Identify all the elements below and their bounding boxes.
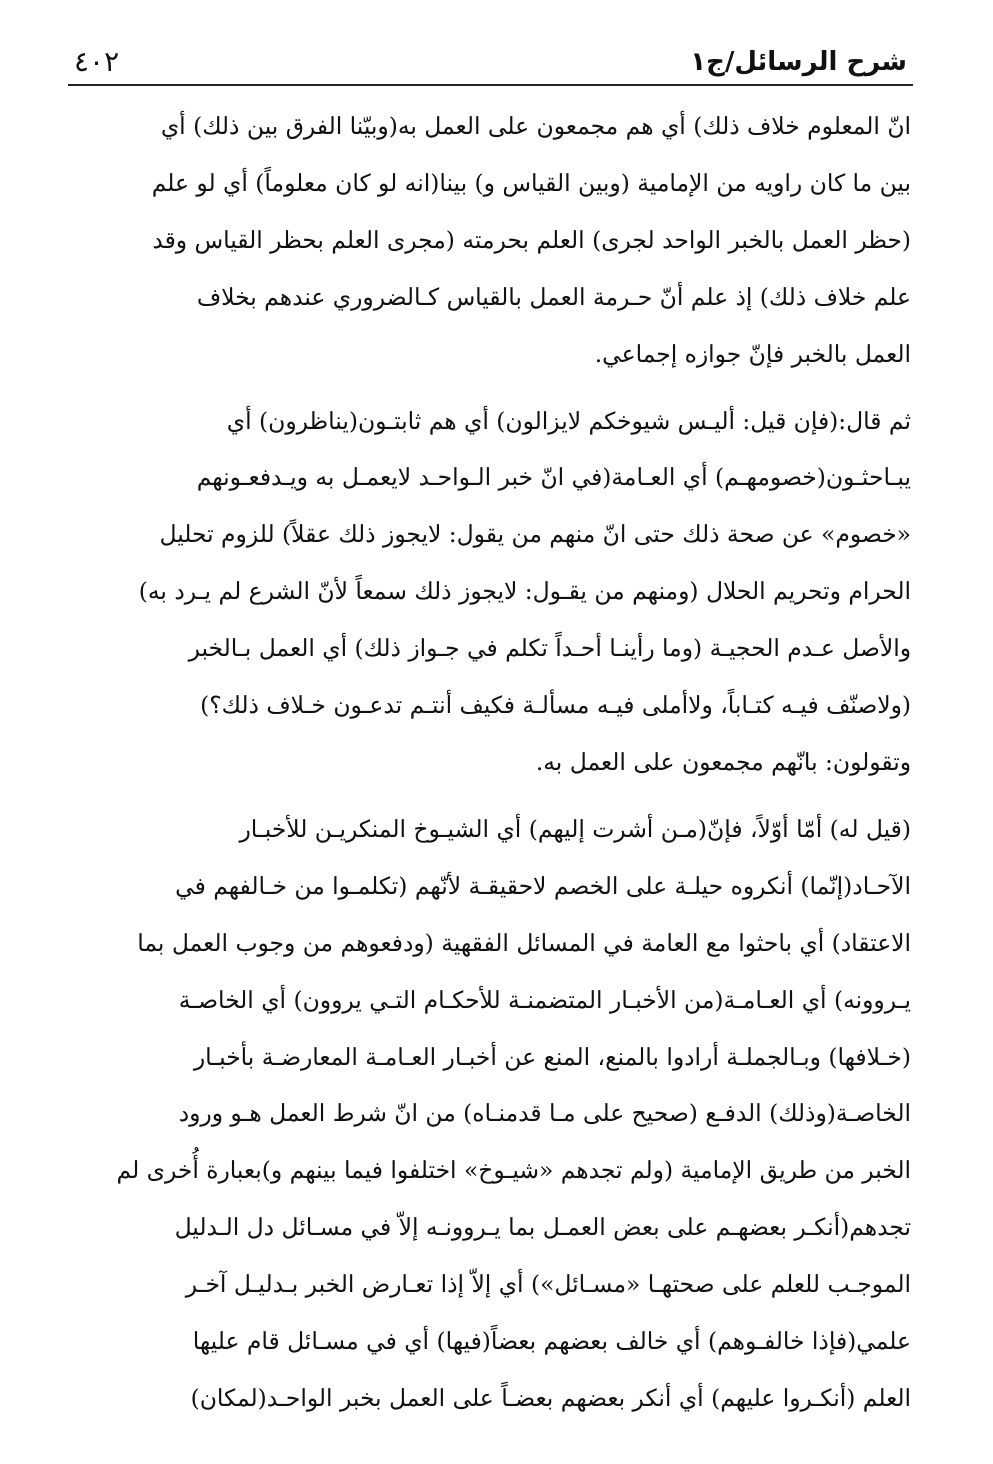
- text-line: علم خلاف ذلك) إذ علم أنّ حـرمة العمل بالقياس كـالضروري عندهم بخلاف: [196, 282, 911, 311]
- text-line: وتقولون: بانّهم مجمعون على العمل به.: [535, 747, 911, 776]
- text-line: الآحـاد(إنّما) أنكروه حيلـة على الخصم لاحقيقـة لأنّهم (تكلمـوا من خـالفهم في: [175, 871, 911, 900]
- text-line: يـروونه) أي العـامـة(من الأخبـار المتضمنـة للأحكـام التـي يروون) أي الخاصـة: [178, 985, 911, 1014]
- text-line: بين ما كان راويه من الإمامية (وبين القياس و) بينا(انه لو كان معلوماً) أي لو علم: [151, 168, 911, 197]
- text-line: العمل بالخبر فإنّ جوازه إجماعي.: [594, 339, 911, 368]
- text-line: الخاصـة(وذلك) الدفـع (صحيح على مـا قدمنـاه) من انّ شرط العمل هـو ورود: [178, 1099, 911, 1128]
- text-line: ثم قال:(فإن قيل: أليـس شيوخكم لايزالون) أي هم ثابتـون(يناظرون) أي: [226, 406, 911, 435]
- text-line: الموجـب للعلم على صحتهـا «مسـائل») أي إلاّ إذا تعـارض الخبر بـدليـل آخـر: [185, 1270, 911, 1299]
- text-line: (قيل له) أمّا أوّلاً، فإنّ(مـن أشرت إليهم) أي الشيـوخ المنكريـن للأخبـار: [239, 814, 911, 843]
- paragraph-1: [72, 98, 911, 383]
- text-line: العلم (أنكـروا عليهم) أي أنكر بعضهم بعضـاً على العمل بخبر الواحـد(لمكان): [190, 1383, 911, 1412]
- text-line: علمي(فإذا خالفـوهم) أي خالف بعضهم بعضاً(فيها) أي في مسـائل قام عليها: [192, 1327, 911, 1356]
- text-line: (خـلافها) وبـالجملـة أرادوا بالمنع، المنع عن أخبـار العـامـة المعارضـة بأخبـار: [193, 1042, 911, 1071]
- text-line: انّ المعلوم خلاف ذلك) أي هم مجمعون على العمل به(وبيّنا الفرق بين ذلك) أي: [160, 112, 911, 140]
- text-line: الحرام وتحريم الحلال (ومنهم من يقـول: لايجوز ذلك سمعاً لأنّ الشرع لم يـرد به): [138, 577, 911, 606]
- text-line: (ولاصنّف فيـه كتـاباً، ولاأملى فيـه مسألـة فكيف أنتـم تدعـون خـلاف ذلك؟): [200, 691, 911, 720]
- running-title: شرح الرسائل/ج١: [690, 47, 907, 77]
- text-line: «خصوم» عن صحة ذلك حتى انّ منهم من يقول: لايجوز ذلك عقلاً) للزوم تحليل: [159, 520, 911, 549]
- text-line: والأصل عـدم الحجيـة (وما رأينـا أحـداً تكلم في جـواز ذلك) أي العمل بـالخبر: [188, 634, 911, 663]
- paragraph-2: [72, 393, 911, 791]
- running-header: [68, 40, 913, 86]
- text-line: (حظر العمل بالخبر الواحد لجرى) العلم بحرمته (مجرى العلم بحظر القياس وقد: [152, 225, 911, 254]
- page-number: ٤٠٢: [74, 45, 120, 78]
- text-line: الخبر من طريق الإمامية (ولم تجدهم «شيـوخ» اختلفوا فيما بينهم و)بعبارة أُخرى لم: [116, 1156, 911, 1185]
- text-line: الاعتقاد) أي باحثوا مع العامة في المسائل الفقهية (ودفعوهم من وجوب العمل بما: [137, 928, 911, 957]
- paragraph-3: [72, 801, 911, 1427]
- text-line: يبـاحثـون(خصومهـم) أي العـامة(في انّ خبر الـواحـد لايعمـل به ويـدفعـونهم: [196, 463, 911, 492]
- body-text: [72, 98, 911, 1427]
- text-line: تجدهم(أنكـر بعضهـم على بعض العمـل بما يـروونـه إلاّ في مسـائل دل الـدليل: [174, 1213, 911, 1242]
